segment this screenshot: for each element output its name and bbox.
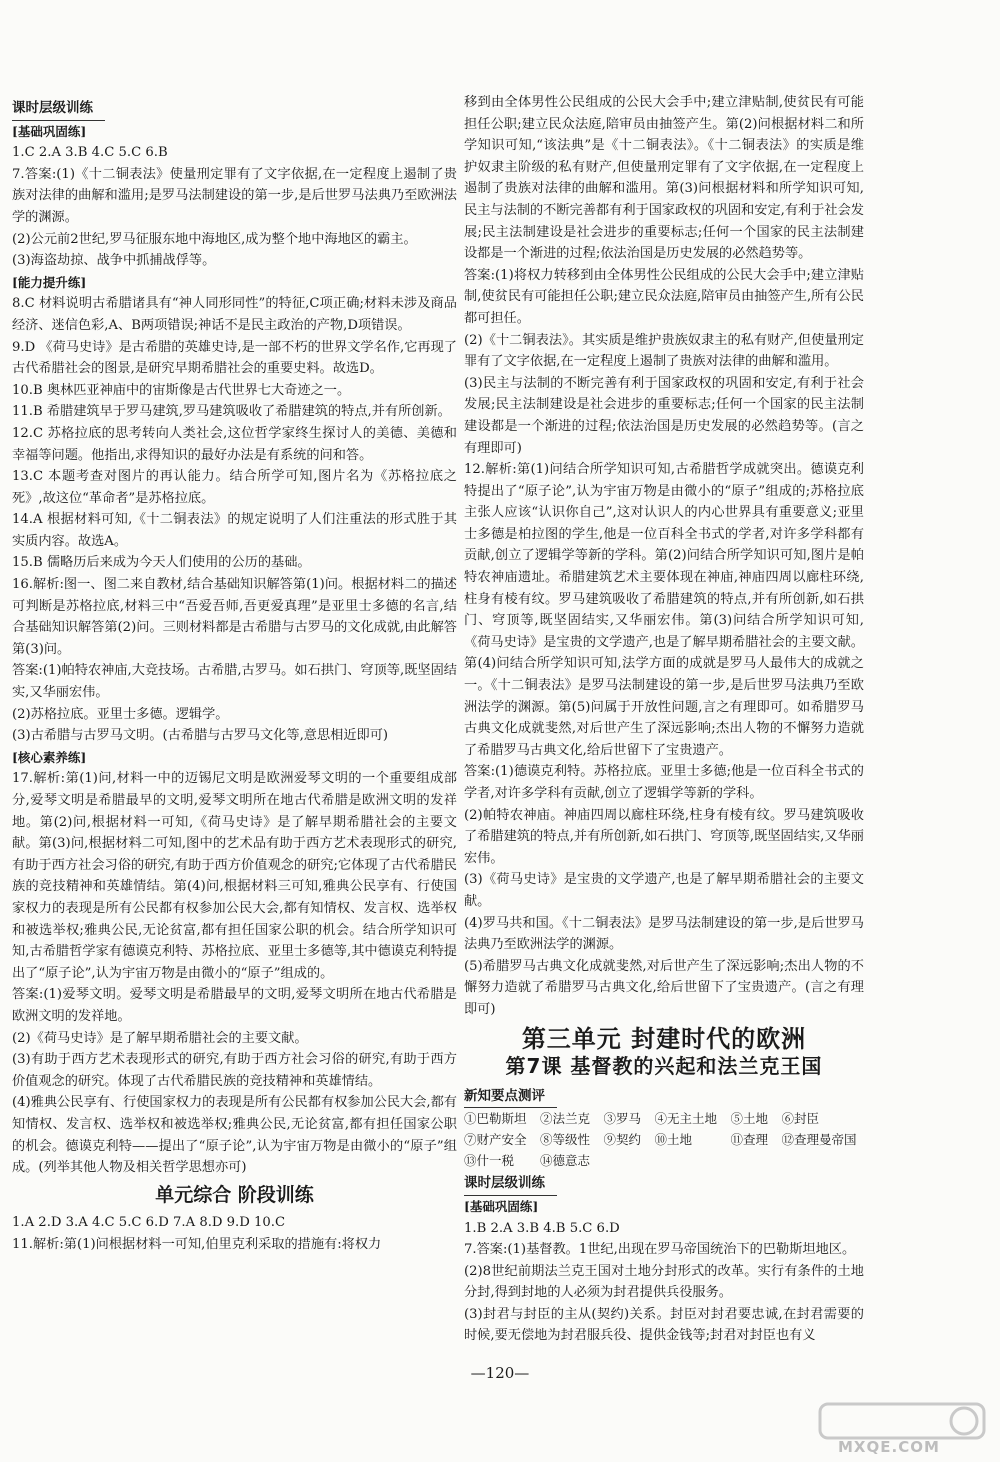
answer-paragraph: (4)雅典公民享有、行使国家权力的表现是所有公民都有权参加公民大会,都有知情权、发言权、选举权和被选举权;雅典公民,无论贫富,都有担任国家公职的机会。德谟克利特——提出了“原子论”,认为宇宙万物是由微小的“原子”组成。(列举其他人物及相关哲学思想亦可) [12,1095,457,1176]
label-ability: [能力提升练] [12,274,87,290]
unit-title: 第三单元 封建时代的欧洲 [521,1024,807,1053]
answer-paragraph: (3)古希腊与古罗马文明。(古希腊与古罗马文化等,意思相近即可) [12,728,389,744]
answer-paragraph: 12.解析:第(1)问结合所学知识可知,古希腊哲学成就突出。德谟克利特提出了“原子论”,认为宇宙万物是由微小的“原子”组成的;苏格拉底主张人应该“认识你自己”,这对认识人的内心世界具有重要意义;亚里士多德是柏拉图的学生,他是一位百科全书式的学者,对许多学科都有贡献,创立了逻辑学等新的学科。第(2)问结合所学知识可知,图片是帕特农神庙遗址。希腊建筑艺术主要体现在神庙,神庙四周以廊柱环绕,柱身有棱有纹。罗马建筑吸收了希腊建筑的特点,并有所创新,如石拱门、穹顶等,既坚固结实,又华丽宏伟。第(3)问结合所学知识可知,《荷马史诗》是宝贵的文学遗产,也是了解早期希腊社会的主要文献。第(4)问结合所学知识可知,法学方面的成就是罗马人最伟大的成就之一。《十二铜表法》是罗马法制建设的第一步,是后世罗马法典乃至欧洲法学的渊源。第(5)问属于开放性问题,言之有理即可。如希腊罗马古典文化成就斐然,对后世产生了深远影响;杰出人物的不懈努力造就了希腊罗马古典文化,给后世留下了宝贵遗产。 [464,462,864,758]
answer-paragraph: 7.答案:(1)《十二铜表法》使量刑定罪有了文字依据,在一定程度上遏制了贵族对法律的曲解和滥用;是罗马法制建设的第一步,是后世罗马法典乃至欧洲法学的渊源。 [12,166,457,225]
watermark-site: MXQE.COM [838,1438,940,1456]
right-column [464,92,864,1347]
answer-paragraph: 16.解析:图一、图二来自教材,结合基础知识解答第(1)问。根据材料二的描述可判断是苏格拉底,材料三中“吾爱吾师,吾更爱真理”是亚里士多德的名言,结合基础知识解答第(2)问。三则材料都是古希腊与古罗马的文化成就,由此解答第(3)问。 [12,577,457,657]
key-point-item: ⑨契约 [603,1132,642,1148]
answer-paragraph: 14.A 根据材料可知,《十二铜表法》的规定说明了人们注重法的形式胜于其实质内容。故选A。 [12,512,457,549]
answer-paragraph: 13.C 本题考查对图片的再认能力。结合所学可知,图片名为《苏格拉底之死》,故这位“革命者”是苏格拉底。 [12,469,457,506]
key-point-item: ②法兰克 [540,1111,591,1127]
answer-paragraph: 12.C 苏格拉底的思考转向人类社会,这位哲学家终生探讨人的美德、美德和幸福等问题。他指出,求得知识的最好办法是有系统的问和答。 [12,425,457,463]
answer-paragraph: 答案:(1)爱琴文明。爱琴文明是希腊最早的文明,爱琴文明所在地古代希腊是欧洲文明的发祥地。 [12,987,457,1024]
answer-paragraph: (3)海盗劫掠、战争中抓捕战俘等。 [12,253,216,269]
key-point-item: ⑭德意志 [540,1153,591,1169]
answer-paragraph: 移到由全体男性公民组成的公民大会手中;建立津贴制,使贫民有可能担任公职;建立民众法庭,陪审员由抽签产生。第(2)问根据材料二和所学知识可知,“该法典”是《十二铜表法》。《十二铜表法》的实质是维护奴隶主阶级的私有财产,但使量刑定罪有了文字依据,在一定程度上遏制了贵族对法律的曲解和滥用。第(3)问根据材料和所学知识可知,民主与法制的不断完善都有利于国家政权的巩固和安定,有利于社会发展;民主法制建设是社会进步的重要标志;任何一个国家的民主法制建设都是一个渐进的过程;依法治国是历史发展的必然趋势等。 [464,95,864,262]
key-point-item: ⑥封臣 [781,1111,820,1127]
lesson-title: 第7课 基督教的兴起和法兰克王国 [505,1054,823,1079]
answer-paragraph: 11.解析:第(1)问根据材料一可知,伯里克利采取的措施有:将权力 [12,1236,382,1252]
answer-line: 1.B 2.A 3.B 4.B 5.C 6.D [464,1220,620,1236]
key-point-item: ④无主土地 [654,1111,718,1127]
answer-paragraph: 答案:(1)将权力转移到由全体男性公民组成的公民大会手中;建立津贴制,使贫民有可能担任公职;建立民众法庭,陪审员由抽签产生,所有公民都可担任。 [464,267,864,326]
answer-paragraph: 15.B 儒略历后来成为今天人们使用的公历的基础。 [12,555,311,571]
section-header-training: 课时层级训练 [12,98,105,121]
key-point-item: ⑪查理 [730,1132,769,1148]
answer-paragraph: 17.解析:第(1)问,材料一中的迈锡尼文明是欧洲爱琴文明的一个重要组成部分,爱琴文明是希腊最早的文明,爱琴文明所在地古代希腊是欧洲文明的发祥地。第(2)问,根据材料一可知,《荷马史诗》是了解早期希腊社会的主要文献。第(3)问,根据材料二可知,图中的艺术品有助于西方艺术表现形式的研究,有助于西方社会习俗的研究,有助于西方价值观念的研究;它体现了古代希腊民族的竞技精神和英雄情结。第(4)问,根据材料三可知,雅典公民享有、行使国家权力的表现是所有公民都有权参加公民大会,都有知情权、发言权、选举权和被选举权;雅典公民,无论贫富,都有担任国家公职的机会。结合所学知识可知,古希腊哲学家有德谟克利特、苏格拉底、亚里士多德等,其中德谟克利特提出了“原子论”,认为宇宙万物是由微小的“原子”组成的。 [12,771,457,981]
section-header-key-points: 新知要点测评 [464,1086,557,1109]
answer-paragraph: (4)罗马共和国。《十二铜表法》是罗马法制建设的第一步,是后世罗马法典乃至欧洲法学的渊源。 [464,915,864,953]
answer-paragraph: 答案:(1)德谟克利特。苏格拉底。亚里士多德;他是一位百科全书式的学者,对许多学科有贡献,创立了逻辑学等新的学科。 [464,764,864,801]
label-basic: [基础巩固练] [12,123,87,139]
answer-paragraph: (3)封君与封臣的主从(契约)关系。封臣对封君要忠诚,在封君需要的时候,要无偿地为封君服兵役、提供金钱等;封君对封臣也有义 [464,1306,864,1344]
answer-paragraph: 8.C 材料说明古希腊诸具有“神人同形同性”的特征,C项正确;材料未涉及商品经济、迷信色彩,A、B两项错误;神话不是民主政治的产物,D项错误。 [12,296,457,333]
section-header-training: 课时层级训练 [464,1173,557,1196]
section-title-unit-review: 单元综合 阶段训练 [155,1183,314,1206]
key-point-item: ⑫查理曼帝国 [781,1132,857,1148]
answer-line: 1.A 2.D 3.A 4.C 5.C 6.D 7.A 8.D 9.D 10.C [12,1215,286,1231]
label-basic: [基础巩固练] [464,1198,539,1214]
answer-paragraph: (2)《荷马史诗》是了解早期希腊社会的主要文献。 [12,1030,308,1046]
answer-paragraph: 10.B 奥林匹亚神庙中的宙斯像是古代世界七大奇迹之一。 [12,382,351,398]
answer-paragraph: 7.答案:(1)基督教。1世纪,出现在罗马帝国统治下的巴勒斯坦地区。 [464,1242,856,1258]
key-point-item: ⑩土地 [654,1132,693,1148]
answer-paragraph: (2)苏格拉底。亚里士多德。逻辑学。 [12,706,229,722]
page-number: —120— [470,1364,530,1382]
key-point-item: ⑤土地 [730,1111,769,1127]
key-point-item: ⑧等级性 [540,1132,591,1148]
left-column [12,96,457,1255]
answer-paragraph: (5)希腊罗马古典文化成就斐然,对后世产生了深远影响;杰出人物的不懈努力造就了希腊罗马古典文化,给后世留下了宝贵遗产。(言之有理即可) [464,958,864,1017]
key-point-item: ③罗马 [603,1111,642,1127]
answer-paragraph: (2)公元前2世纪,罗马征服东地中海地区,成为整个地中海地区的霸主。 [12,231,417,247]
key-points-grid [464,1108,864,1171]
key-point-item: ⑦财产安全 [464,1132,527,1148]
answer-line: 1.C 2.A 3.B 4.C 5.C 6.B [12,145,168,161]
answer-paragraph: 11.B 希腊建筑早于罗马建筑,罗马建筑吸收了希腊建筑的特点,并有所创新。 [12,404,451,420]
answer-paragraph: (2)帕特农神庙。神庙四周以廊柱环绕,柱身有棱有纹。罗马建筑吸收了希腊建筑的特点,并有所创新,如石拱门、穹顶等,既坚固结实,又华丽宏伟。 [464,807,864,866]
answer-paragraph: (3)《荷马史诗》是宝贵的文学遗产,也是了解早期希腊社会的主要文献。 [464,872,864,909]
key-point-item: ⑬什一税 [464,1153,515,1169]
answer-paragraph: 9.D 《荷马史诗》是古希腊的英雄史诗,是一部不朽的世界文学名作,它再现了古代希腊社会的图景,是研究早期希腊社会的重要史料。故选D。 [12,339,457,377]
answer-paragraph: (2)8世纪前期法兰克王国对土地分封形式的改革。实行有条件的土地分封,得到封地的人必须为封君提供兵役服务。 [464,1263,864,1301]
answer-paragraph: (2)《十二铜表法》。其实质是维护贵族奴隶主的私有财产,但使量刑定罪有了文字依据,在一定程度上遏制了贵族对法律的曲解和滥用。 [464,332,864,370]
answer-paragraph: (3)民主与法制的不断完善有利于国家政权的巩固和安定,有利于社会发展;民主法制建设是社会进步的重要标志;任何一个国家的民主法制建设都是一个渐进的过程;依法治国是历史发展的必然趋势等。(言之有理即可) [464,375,864,456]
label-core: [核心素养练] [12,749,87,765]
key-point-item: ①巴勒斯坦 [464,1111,527,1127]
answer-paragraph: (3)有助于西方艺术表现形式的研究,有助于西方社会习俗的研究,有助于西方价值观念的研究。体现了古代希腊民族的竞技精神和英雄情结。 [12,1052,457,1089]
answer-paragraph: 答案:(1)帕特农神庙,大竞技场。古希腊,古罗马。如石拱门、穹顶等,既坚固结实,又华丽宏伟。 [12,663,457,701]
